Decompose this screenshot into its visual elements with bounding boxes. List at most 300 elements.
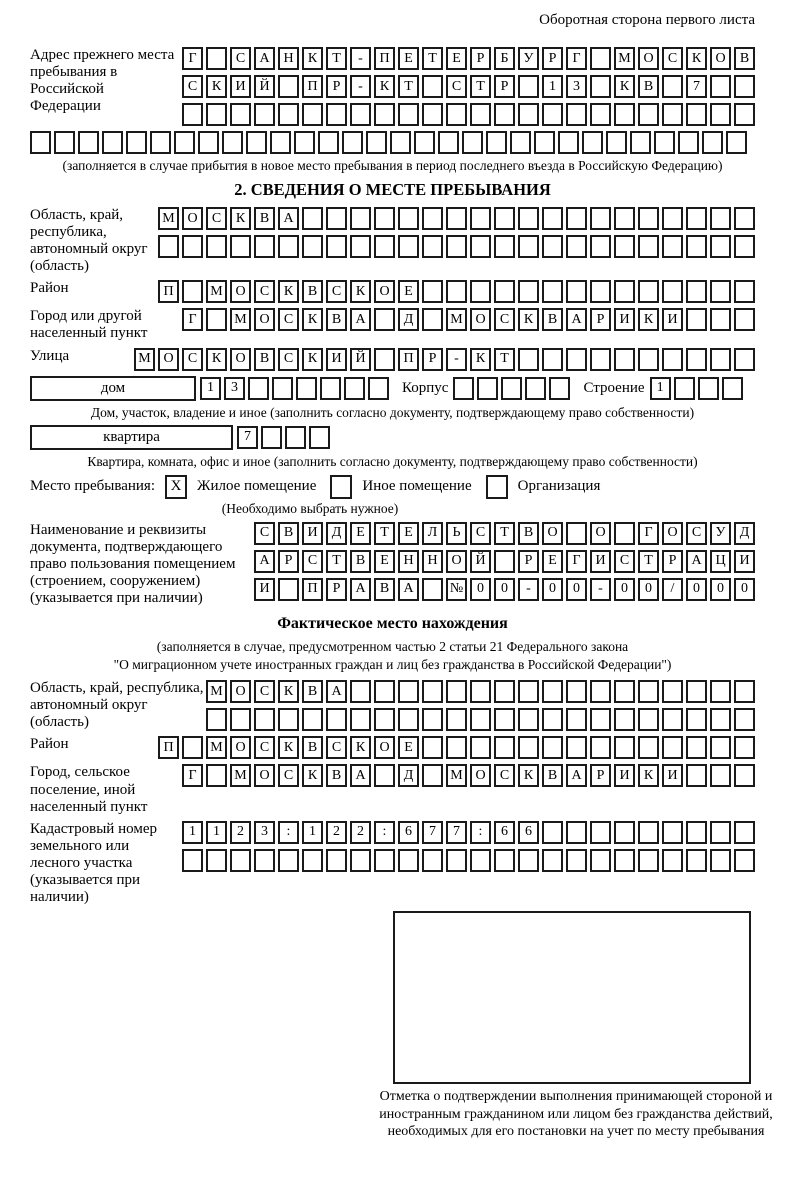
form-cell[interactable]: И xyxy=(326,348,347,371)
form-cell[interactable]: Г xyxy=(566,550,587,573)
form-cell[interactable]: 0 xyxy=(542,578,563,601)
form-cell[interactable]: Г xyxy=(182,764,203,787)
form-cell[interactable]: - xyxy=(590,578,611,601)
form-cell[interactable] xyxy=(470,708,491,731)
form-cell[interactable] xyxy=(54,131,75,154)
form-cell[interactable]: А xyxy=(686,550,707,573)
form-cell[interactable] xyxy=(342,131,363,154)
form-cell[interactable]: Д xyxy=(398,764,419,787)
form-cell[interactable]: - xyxy=(518,578,539,601)
form-cell[interactable] xyxy=(285,426,306,449)
form-cell[interactable] xyxy=(702,131,723,154)
form-cell[interactable] xyxy=(698,377,719,400)
form-cell[interactable] xyxy=(230,103,251,126)
form-cell[interactable] xyxy=(470,235,491,258)
form-cell[interactable]: В xyxy=(734,47,755,70)
form-cell[interactable]: У xyxy=(710,522,731,545)
form-cell[interactable] xyxy=(614,348,635,371)
form-cell[interactable]: 6 xyxy=(494,821,515,844)
form-cell[interactable]: О xyxy=(230,680,251,703)
form-cell[interactable] xyxy=(590,849,611,872)
form-cell[interactable] xyxy=(662,821,683,844)
form-cell[interactable] xyxy=(590,680,611,703)
form-cell[interactable]: Й xyxy=(350,348,371,371)
form-cell[interactable] xyxy=(30,131,51,154)
form-cell[interactable]: 2 xyxy=(326,821,347,844)
form-cell[interactable]: К xyxy=(614,75,635,98)
form-cell[interactable] xyxy=(182,103,203,126)
form-cell[interactable]: Т xyxy=(326,47,347,70)
form-cell[interactable]: А xyxy=(350,764,371,787)
form-cell[interactable] xyxy=(78,131,99,154)
form-cell[interactable] xyxy=(566,849,587,872)
form-cell[interactable]: А xyxy=(326,680,347,703)
form-cell[interactable] xyxy=(734,308,755,331)
form-cell[interactable] xyxy=(590,207,611,230)
form-cell[interactable] xyxy=(446,103,467,126)
form-cell[interactable]: Р xyxy=(590,308,611,331)
form-cell[interactable] xyxy=(486,131,507,154)
form-cell[interactable]: 0 xyxy=(638,578,659,601)
form-cell[interactable] xyxy=(246,131,267,154)
form-cell[interactable]: Е xyxy=(374,550,395,573)
form-cell[interactable] xyxy=(638,103,659,126)
form-cell[interactable] xyxy=(390,131,411,154)
form-cell[interactable] xyxy=(374,708,395,731)
form-cell[interactable]: - xyxy=(350,75,371,98)
form-cell[interactable]: Е xyxy=(398,736,419,759)
form-cell[interactable] xyxy=(270,131,291,154)
form-cell[interactable]: И xyxy=(254,578,275,601)
form-cell[interactable]: К xyxy=(278,680,299,703)
form-cell[interactable] xyxy=(638,708,659,731)
form-cell[interactable] xyxy=(422,680,443,703)
form-cell[interactable]: С xyxy=(278,764,299,787)
form-cell[interactable] xyxy=(590,103,611,126)
form-cell[interactable]: К xyxy=(518,308,539,331)
form-cell[interactable] xyxy=(686,764,707,787)
form-cell[interactable]: 0 xyxy=(734,578,755,601)
form-cell[interactable]: С xyxy=(278,348,299,371)
form-cell[interactable] xyxy=(309,426,330,449)
form-cell[interactable] xyxy=(518,849,539,872)
form-cell[interactable] xyxy=(350,849,371,872)
form-cell[interactable] xyxy=(462,131,483,154)
form-cell[interactable] xyxy=(710,235,731,258)
form-cell[interactable]: Г xyxy=(638,522,659,545)
form-cell[interactable] xyxy=(614,103,635,126)
form-cell[interactable]: В xyxy=(638,75,659,98)
form-cell[interactable] xyxy=(606,131,627,154)
form-cell[interactable] xyxy=(722,377,743,400)
form-cell[interactable] xyxy=(686,708,707,731)
form-cell[interactable]: О xyxy=(374,280,395,303)
form-cell[interactable]: 1 xyxy=(302,821,323,844)
form-cell[interactable]: Й xyxy=(470,550,491,573)
form-cell[interactable] xyxy=(206,235,227,258)
form-cell[interactable] xyxy=(494,103,515,126)
form-cell[interactable] xyxy=(494,708,515,731)
form-cell[interactable]: В xyxy=(254,207,275,230)
form-cell[interactable]: В xyxy=(326,764,347,787)
form-cell[interactable] xyxy=(590,235,611,258)
form-cell[interactable]: М xyxy=(614,47,635,70)
form-cell[interactable] xyxy=(501,377,522,400)
form-cell[interactable] xyxy=(470,680,491,703)
form-cell[interactable] xyxy=(710,708,731,731)
form-cell[interactable]: Р xyxy=(518,550,539,573)
form-cell[interactable] xyxy=(734,680,755,703)
form-cell[interactable] xyxy=(614,736,635,759)
form-cell[interactable] xyxy=(222,131,243,154)
form-cell[interactable] xyxy=(734,764,755,787)
form-cell[interactable]: 7 xyxy=(422,821,443,844)
form-cell[interactable]: С xyxy=(494,764,515,787)
form-cell[interactable] xyxy=(686,849,707,872)
form-cell[interactable] xyxy=(477,377,498,400)
form-cell[interactable]: 0 xyxy=(566,578,587,601)
form-cell[interactable] xyxy=(470,103,491,126)
form-cell[interactable] xyxy=(302,849,323,872)
stay-option-inoe-checkbox[interactable] xyxy=(330,475,352,499)
form-cell[interactable] xyxy=(422,103,443,126)
form-cell[interactable] xyxy=(494,280,515,303)
form-cell[interactable]: К xyxy=(302,308,323,331)
form-cell[interactable]: С xyxy=(278,308,299,331)
form-cell[interactable]: Б xyxy=(494,47,515,70)
form-cell[interactable] xyxy=(590,821,611,844)
form-cell[interactable] xyxy=(638,680,659,703)
form-cell[interactable]: Е xyxy=(398,522,419,545)
form-cell[interactable]: Е xyxy=(446,47,467,70)
form-cell[interactable]: П xyxy=(302,578,323,601)
form-cell[interactable] xyxy=(470,280,491,303)
form-cell[interactable]: С xyxy=(182,75,203,98)
form-cell[interactable]: И xyxy=(662,764,683,787)
form-cell[interactable] xyxy=(398,103,419,126)
form-cell[interactable]: Е xyxy=(350,522,371,545)
form-cell[interactable]: П xyxy=(374,47,395,70)
form-cell[interactable]: К xyxy=(206,348,227,371)
form-cell[interactable] xyxy=(470,736,491,759)
form-cell[interactable]: М xyxy=(206,280,227,303)
form-cell[interactable] xyxy=(248,377,269,400)
form-cell[interactable] xyxy=(662,207,683,230)
form-cell[interactable]: Д xyxy=(326,522,347,545)
form-cell[interactable] xyxy=(182,235,203,258)
form-cell[interactable] xyxy=(278,75,299,98)
form-cell[interactable] xyxy=(590,708,611,731)
form-cell[interactable] xyxy=(614,821,635,844)
form-cell[interactable] xyxy=(254,708,275,731)
form-cell[interactable]: Т xyxy=(398,75,419,98)
form-cell[interactable]: - xyxy=(350,47,371,70)
form-cell[interactable] xyxy=(614,522,635,545)
form-cell[interactable] xyxy=(734,821,755,844)
form-cell[interactable] xyxy=(302,207,323,230)
form-cell[interactable]: П xyxy=(398,348,419,371)
form-cell[interactable]: Ц xyxy=(710,550,731,573)
form-cell[interactable]: В xyxy=(542,308,563,331)
form-cell[interactable] xyxy=(734,75,755,98)
form-cell[interactable] xyxy=(662,280,683,303)
form-cell[interactable] xyxy=(198,131,219,154)
form-cell[interactable]: Т xyxy=(494,348,515,371)
form-cell[interactable]: А xyxy=(398,578,419,601)
form-cell[interactable] xyxy=(326,103,347,126)
form-cell[interactable] xyxy=(261,426,282,449)
form-cell[interactable]: О xyxy=(254,764,275,787)
form-cell[interactable]: В xyxy=(350,550,371,573)
form-cell[interactable]: О xyxy=(638,47,659,70)
form-cell[interactable] xyxy=(614,235,635,258)
form-cell[interactable] xyxy=(542,235,563,258)
form-cell[interactable]: № xyxy=(446,578,467,601)
form-cell[interactable]: И xyxy=(614,764,635,787)
form-cell[interactable]: С xyxy=(326,280,347,303)
form-cell[interactable]: А xyxy=(566,308,587,331)
form-cell[interactable]: А xyxy=(566,764,587,787)
form-cell[interactable]: И xyxy=(662,308,683,331)
form-cell[interactable]: О xyxy=(374,736,395,759)
form-cell[interactable] xyxy=(518,75,539,98)
form-cell[interactable] xyxy=(302,103,323,126)
form-cell[interactable] xyxy=(230,235,251,258)
form-cell[interactable] xyxy=(438,131,459,154)
form-cell[interactable]: - xyxy=(446,348,467,371)
form-cell[interactable]: К xyxy=(302,348,323,371)
form-cell[interactable] xyxy=(734,736,755,759)
form-cell[interactable]: Д xyxy=(398,308,419,331)
form-cell[interactable] xyxy=(686,821,707,844)
form-cell[interactable] xyxy=(662,348,683,371)
form-cell[interactable]: С xyxy=(254,522,275,545)
form-cell[interactable] xyxy=(686,280,707,303)
form-cell[interactable] xyxy=(446,280,467,303)
form-cell[interactable]: К xyxy=(278,736,299,759)
form-cell[interactable] xyxy=(710,308,731,331)
form-cell[interactable]: Ь xyxy=(446,522,467,545)
form-cell[interactable] xyxy=(638,736,659,759)
form-cell[interactable]: Т xyxy=(494,522,515,545)
form-cell[interactable] xyxy=(368,377,389,400)
form-cell[interactable]: 0 xyxy=(614,578,635,601)
form-cell[interactable] xyxy=(518,680,539,703)
form-cell[interactable]: К xyxy=(470,348,491,371)
form-cell[interactable]: И xyxy=(614,308,635,331)
form-cell[interactable]: Д xyxy=(734,522,755,545)
form-cell[interactable]: Н xyxy=(398,550,419,573)
form-cell[interactable]: О xyxy=(710,47,731,70)
form-cell[interactable] xyxy=(350,207,371,230)
form-cell[interactable] xyxy=(398,708,419,731)
form-cell[interactable]: П xyxy=(158,736,179,759)
form-cell[interactable]: 1 xyxy=(182,821,203,844)
form-cell[interactable]: В xyxy=(254,348,275,371)
form-cell[interactable] xyxy=(230,708,251,731)
form-cell[interactable]: Р xyxy=(590,764,611,787)
form-cell[interactable] xyxy=(638,235,659,258)
form-cell[interactable]: 3 xyxy=(254,821,275,844)
form-cell[interactable] xyxy=(494,550,515,573)
form-cell[interactable]: К xyxy=(518,764,539,787)
form-cell[interactable] xyxy=(374,207,395,230)
form-cell[interactable] xyxy=(350,235,371,258)
form-cell[interactable]: : xyxy=(278,821,299,844)
form-cell[interactable] xyxy=(734,849,755,872)
form-cell[interactable] xyxy=(542,708,563,731)
form-cell[interactable] xyxy=(614,849,635,872)
form-cell[interactable]: С xyxy=(302,550,323,573)
form-cell[interactable] xyxy=(422,280,443,303)
form-cell[interactable] xyxy=(446,736,467,759)
form-cell[interactable]: О xyxy=(590,522,611,545)
form-cell[interactable] xyxy=(326,235,347,258)
form-cell[interactable]: П xyxy=(302,75,323,98)
form-cell[interactable]: И xyxy=(590,550,611,573)
form-cell[interactable] xyxy=(662,849,683,872)
form-cell[interactable]: К xyxy=(350,736,371,759)
form-cell[interactable] xyxy=(590,348,611,371)
form-cell[interactable] xyxy=(182,736,203,759)
form-cell[interactable] xyxy=(320,377,341,400)
form-cell[interactable] xyxy=(422,708,443,731)
form-cell[interactable] xyxy=(686,207,707,230)
form-cell[interactable] xyxy=(414,131,435,154)
form-cell[interactable] xyxy=(326,708,347,731)
form-cell[interactable] xyxy=(734,708,755,731)
form-cell[interactable] xyxy=(374,849,395,872)
form-cell[interactable] xyxy=(566,708,587,731)
form-cell[interactable]: 6 xyxy=(398,821,419,844)
form-cell[interactable]: 7 xyxy=(446,821,467,844)
form-cell[interactable] xyxy=(590,736,611,759)
form-cell[interactable] xyxy=(710,764,731,787)
form-cell[interactable] xyxy=(734,103,755,126)
form-cell[interactable] xyxy=(614,680,635,703)
form-cell[interactable]: 1 xyxy=(650,377,671,400)
form-cell[interactable]: С xyxy=(254,736,275,759)
form-cell[interactable]: : xyxy=(374,821,395,844)
form-cell[interactable] xyxy=(638,821,659,844)
form-cell[interactable] xyxy=(206,308,227,331)
form-cell[interactable]: Е xyxy=(398,47,419,70)
form-cell[interactable] xyxy=(686,736,707,759)
form-cell[interactable]: 2 xyxy=(230,821,251,844)
form-cell[interactable]: П xyxy=(158,280,179,303)
form-cell[interactable] xyxy=(518,207,539,230)
form-cell[interactable]: И xyxy=(302,522,323,545)
form-cell[interactable] xyxy=(566,736,587,759)
form-cell[interactable]: Р xyxy=(278,550,299,573)
form-cell[interactable] xyxy=(662,736,683,759)
form-cell[interactable] xyxy=(662,235,683,258)
form-cell[interactable]: Р xyxy=(326,578,347,601)
form-cell[interactable] xyxy=(254,849,275,872)
form-cell[interactable] xyxy=(734,348,755,371)
stay-option-zhiloe-checkbox[interactable]: X xyxy=(165,475,187,499)
form-cell[interactable] xyxy=(566,680,587,703)
form-cell[interactable] xyxy=(374,348,395,371)
form-cell[interactable] xyxy=(453,377,474,400)
form-cell[interactable] xyxy=(278,103,299,126)
form-cell[interactable] xyxy=(710,348,731,371)
form-cell[interactable]: 7 xyxy=(686,75,707,98)
form-cell[interactable] xyxy=(614,280,635,303)
form-cell[interactable]: 0 xyxy=(710,578,731,601)
form-cell[interactable] xyxy=(182,280,203,303)
form-cell[interactable] xyxy=(662,103,683,126)
form-cell[interactable]: В xyxy=(302,280,323,303)
form-cell[interactable] xyxy=(662,680,683,703)
form-cell[interactable] xyxy=(542,849,563,872)
form-cell[interactable]: К xyxy=(230,207,251,230)
form-cell[interactable] xyxy=(374,764,395,787)
form-cell[interactable] xyxy=(206,849,227,872)
form-cell[interactable]: А xyxy=(278,207,299,230)
form-cell[interactable]: В xyxy=(518,522,539,545)
form-cell[interactable]: В xyxy=(326,308,347,331)
form-cell[interactable] xyxy=(542,821,563,844)
form-cell[interactable]: М xyxy=(446,308,467,331)
form-cell[interactable] xyxy=(470,207,491,230)
form-cell[interactable]: М xyxy=(134,348,155,371)
form-cell[interactable]: Н xyxy=(278,47,299,70)
form-cell[interactable]: С xyxy=(686,522,707,545)
form-cell[interactable] xyxy=(422,308,443,331)
form-cell[interactable]: Р xyxy=(542,47,563,70)
form-cell[interactable] xyxy=(518,708,539,731)
form-cell[interactable]: А xyxy=(254,550,275,573)
form-cell[interactable] xyxy=(272,377,293,400)
form-cell[interactable] xyxy=(566,207,587,230)
form-cell[interactable]: 3 xyxy=(224,377,245,400)
form-cell[interactable]: С xyxy=(254,680,275,703)
form-cell[interactable]: К xyxy=(302,47,323,70)
form-cell[interactable] xyxy=(710,280,731,303)
form-cell[interactable]: К xyxy=(374,75,395,98)
form-cell[interactable] xyxy=(542,680,563,703)
form-cell[interactable] xyxy=(254,103,275,126)
form-cell[interactable] xyxy=(150,131,171,154)
form-cell[interactable] xyxy=(126,131,147,154)
form-cell[interactable] xyxy=(344,377,365,400)
form-cell[interactable]: О xyxy=(230,736,251,759)
form-cell[interactable] xyxy=(350,103,371,126)
form-cell[interactable] xyxy=(206,47,227,70)
form-cell[interactable] xyxy=(614,708,635,731)
form-cell[interactable] xyxy=(710,75,731,98)
form-cell[interactable] xyxy=(206,764,227,787)
form-cell[interactable]: 1 xyxy=(200,377,221,400)
form-cell[interactable] xyxy=(534,131,555,154)
form-cell[interactable]: О xyxy=(470,764,491,787)
form-cell[interactable] xyxy=(278,578,299,601)
form-cell[interactable] xyxy=(326,207,347,230)
form-cell[interactable]: С xyxy=(662,47,683,70)
form-cell[interactable] xyxy=(422,235,443,258)
form-cell[interactable] xyxy=(422,849,443,872)
form-cell[interactable]: А xyxy=(350,578,371,601)
form-cell[interactable] xyxy=(374,308,395,331)
form-cell[interactable] xyxy=(686,680,707,703)
form-cell[interactable] xyxy=(350,708,371,731)
form-cell[interactable]: О xyxy=(230,280,251,303)
form-cell[interactable]: О xyxy=(542,522,563,545)
form-cell[interactable] xyxy=(518,736,539,759)
form-cell[interactable]: У xyxy=(518,47,539,70)
form-cell[interactable] xyxy=(494,207,515,230)
